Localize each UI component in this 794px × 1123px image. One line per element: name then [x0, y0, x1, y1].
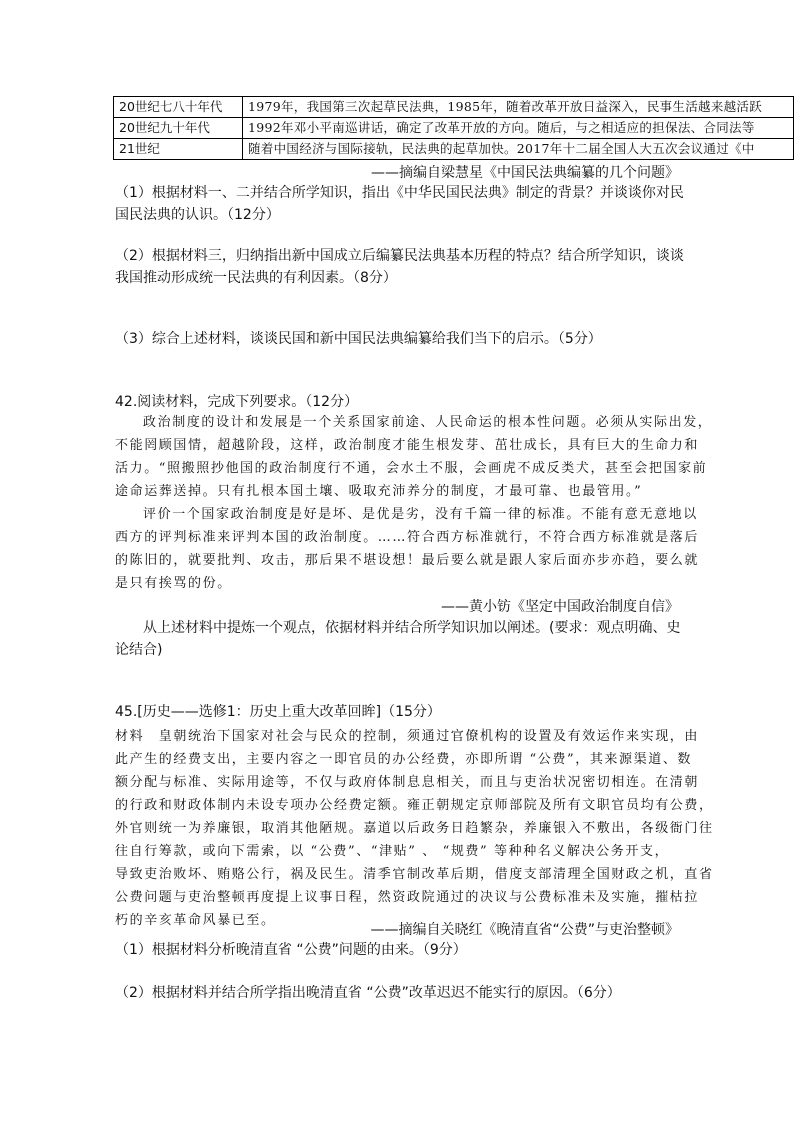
- q41-source: ——摘编自梁慧星《中国民法典编纂的几个问题》: [371, 165, 679, 181]
- era-cell: 20世纪七八十年代: [114, 97, 243, 118]
- q45-sub1: （1）根据材料分析晚清直省 “公费”问题的由来。（9分）: [115, 942, 467, 958]
- q45-material-line: 导致吏治败坏、贿赂公行，祸及民生。清季官制改革后期，借度支部清理全国财政之机，直省: [115, 867, 714, 882]
- q45-material-line: 往自行筹款，或向下需索，以 “公费”、“津贴” 、 “规费” 等种种名义解决公务开支，: [115, 844, 670, 859]
- q45-material-line: 朽的辛亥革命风暴已至。: [115, 913, 276, 928]
- q42-material-line: 是只有挨骂的份。: [115, 576, 232, 591]
- table-row: [114, 139, 794, 160]
- q41-sub2-line2: 我国推动形成统一民法典的有利因素。（8分）: [115, 270, 397, 286]
- desc-cell: 1979年，我国第三次起草民法典，1985年，随着改革开放日益深入，民事生活越来越活跃: [243, 97, 794, 118]
- q45-material-line: 的行政和财政体制内未设专项办公经费定额。雍正朝规定京师部院及所有文职官员均有公费，: [115, 798, 714, 813]
- q41-sub1-line1: （1）根据材料一、二并结合所学知识，指出《中华民国民法典》制定的背景？并谈谈你对民: [115, 185, 684, 201]
- q45-heading: 45.[历史——选修1：历史上重大改革回眸]（15分）: [115, 704, 441, 720]
- q42-task-line1: 从上述材料中提炼一个观点，依据材料并结合所学知识加以阐述。(要求：观点明确、史: [143, 620, 681, 636]
- q42-material-line: 的陈旧的，就要批判、攻击，那后果不堪设想！最后要么就是跟人家后面亦步亦趋，要么就: [115, 553, 700, 568]
- q41-sub3: （3）综合上述材料，谈谈民国和新中国民法典编纂给我们当下的启示。（5分）: [115, 331, 602, 347]
- q42-material-line: 评价一个国家政治制度是好是坏、是优是劣，没有千篇一律的标准。不能有意无意地以: [143, 507, 698, 522]
- q42-material-line: 不能罔顾国情，超越阶段，这样，政治制度才能生根发芽、茁壮成长，具有巨大的生命力和: [115, 438, 700, 453]
- q42-source: ——黄小钫《坚定中国政治制度自信》: [441, 599, 679, 615]
- q42-material-line: 途命运葬送掉。只有扎根本国土壤、吸取充沛养分的制度，才最可靠、也最管用。”: [115, 484, 643, 499]
- era-cell: 20世纪九十年代: [114, 118, 243, 139]
- q42-heading: 42.阅读材料，完成下列要求。（12分）: [115, 394, 359, 410]
- q45-material-line: 公费问题与吏治整顿再度提上议事日程，然资政院通过的决议与公费标准未及实施，摧枯拉: [115, 890, 700, 905]
- q42-task-line2: 论结合): [115, 642, 163, 658]
- desc-cell: 1992年邓小平南巡讲话，确定了改革开放的方向。随后，与之相适应的担保法、合同法等: [243, 118, 794, 139]
- q45-material-line: 外官则统一为养廉银，取消其他陋规。嘉道以后政务日趋繁杂，养廉银入不敷出，各级衙门往: [115, 821, 714, 836]
- q45-source: ——摘编自关晓红《晚清直省“公费”与吏治整顿》: [370, 922, 679, 938]
- q42-material-line: 西方的评判标准来评判本国的政治制度。……符合西方标准就行，不符合西方标准就是落后: [115, 530, 700, 545]
- q45-material-line: 额分配与标准、实际用途等，不仅与政府体制息息相关，而且与吏治状况密切相连。在清朝: [115, 775, 700, 790]
- q41-sub1-line2: 国民法典的认识。（12分）: [115, 207, 280, 223]
- q42-material-line: 活力。“照搬照抄他国的政治制度行不通，会水土不服，会画虎不成反类犬，甚至会把国家前: [115, 461, 708, 476]
- desc-cell: 随着中国经济与国际接轨，民法典的起草加快。2017年十二届全国人大五次会议通过《中: [243, 139, 794, 160]
- table-row: [114, 118, 794, 139]
- q42-material-line: 政治制度的设计和发展是一个关系国家前途、人民命运的根本性问题。必须从实际出发，: [143, 415, 713, 430]
- history-table: [113, 96, 794, 160]
- era-cell: 21世纪: [114, 139, 243, 160]
- table-row: [114, 97, 794, 118]
- q45-sub2: （2）根据材料并结合所学指出晚清直省 “公费”改革迟迟不能实行的原因。（6分）: [115, 985, 621, 1001]
- q45-material-line: 材料 皇朝统治下国家对社会与民众的控制，须通过官僚机构的设置及有效运作来实现，由: [115, 729, 700, 744]
- q45-material-line: 此产生的经费支出，主要内容之一即官员的办公经费，亦即所谓 “公费”，其来源渠道、数: [115, 752, 693, 767]
- q41-sub2-line1: （2）根据材料三，归纳指出新中国成立后编纂民法典基本历程的特点？结合所学知识，谈谈: [115, 248, 684, 264]
